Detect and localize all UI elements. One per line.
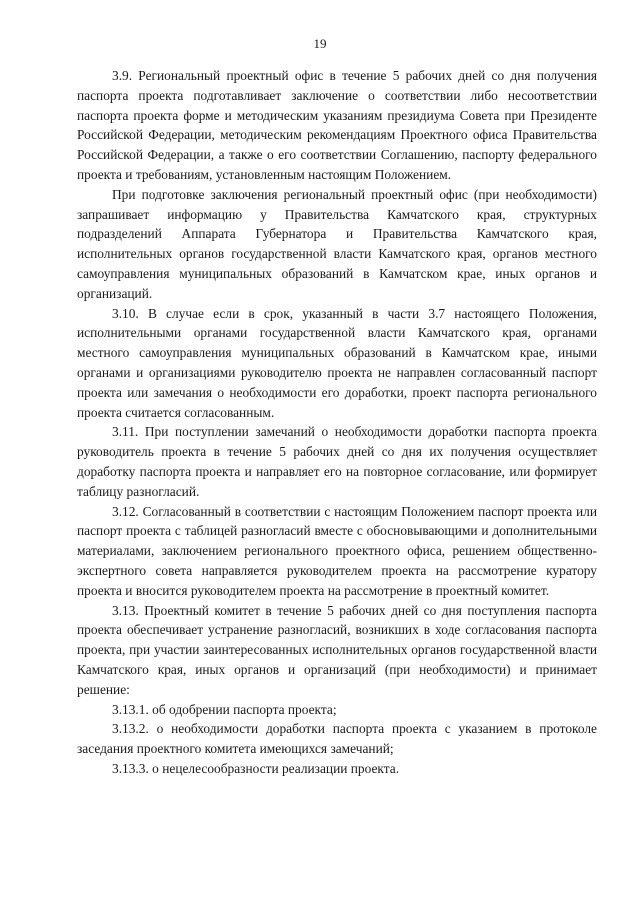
- page-number: 19: [313, 36, 327, 51]
- paragraph-3-13-3: 3.13.3. о нецелесообразности реализации проекта.: [112, 760, 400, 776]
- document-body: [77, 66, 597, 779]
- paragraph-3-12: 3.12. Согласованный в соответствии с настоящим Положением паспорт проекта или паспорт проекта с таблицей разногласий вместе с обосновывающими и дополнительными материалами, заключением регионального проектного офиса, решением общественно-экспертного совета направляется руководителем проекта на рассмотрение куратору проекта и вносится руководителем проекта на рассмотрение в проектный комитет.: [77, 503, 597, 598]
- paragraph-3-9-continued: При подготовке заключения региональный проектный офис (при необходимости) запрашивает информацию у Правительства Камчатского края, структурных подразделений Аппарата Губернатора и Правительства Камчатского края, исполнительных органов государственной власти Камчатского края, органов местного самоуправления муниципальных образований в Камчатском крае, иных органов и организаций.: [77, 186, 597, 301]
- paragraph-3-13: 3.13. Проектный комитет в течение 5 рабочих дней со дня поступления паспорта проекта обеспечивает устранение разногласий, возникших в ходе согласования паспорта проекта, при участии заинтересованных исполнительных органов государственной власти Камчатского края, иных органов и организаций (при необходимости) и принимает решение:: [77, 602, 597, 697]
- paragraph-3-11: 3.11. При поступлении замечаний о необходимости доработки паспорта проекта руководитель проекта в течение 5 рабочих дней со дня их получения осуществляет доработку паспорта проекта и направляет его на повторное согласование, или формирует таблицу разногласий.: [77, 424, 597, 499]
- paragraph-3-9: 3.9. Региональный проектный офис в течение 5 рабочих дней со дня получения паспорта проекта подготавливает заключение о соответствии либо несоответствии паспорта проекта форме и методическим указаниям президиума Совета при Президенте Российской Федерации, методическим рекомендациям Проектного офиса Правительства Российской Федерации, а также о его соответствии Соглашению, паспорту федерального проекта и требованиям, установленным настоящим Положением.: [77, 68, 597, 182]
- paragraph-3-13-2: 3.13.2. о необходимости доработки паспорта проекта с указанием в протоколе заседания проектного комитета имеющихся замечаний;: [77, 721, 597, 757]
- paragraph-3-13-1: 3.13.1. об одобрении паспорта проекта;: [112, 701, 337, 717]
- paragraph-3-10: 3.10. В случае если в срок, указанный в части 3.7 настоящего Положения, исполнительными органами государственной власти Камчатского края, органами местного самоуправления муниципальных образований в Камчатском крае, иными органами и организациями руководителю проекта не направлен согласованный паспорт проекта или замечания о необходимости его доработки, проект паспорта регионального проекта считается согласованным.: [77, 305, 597, 420]
